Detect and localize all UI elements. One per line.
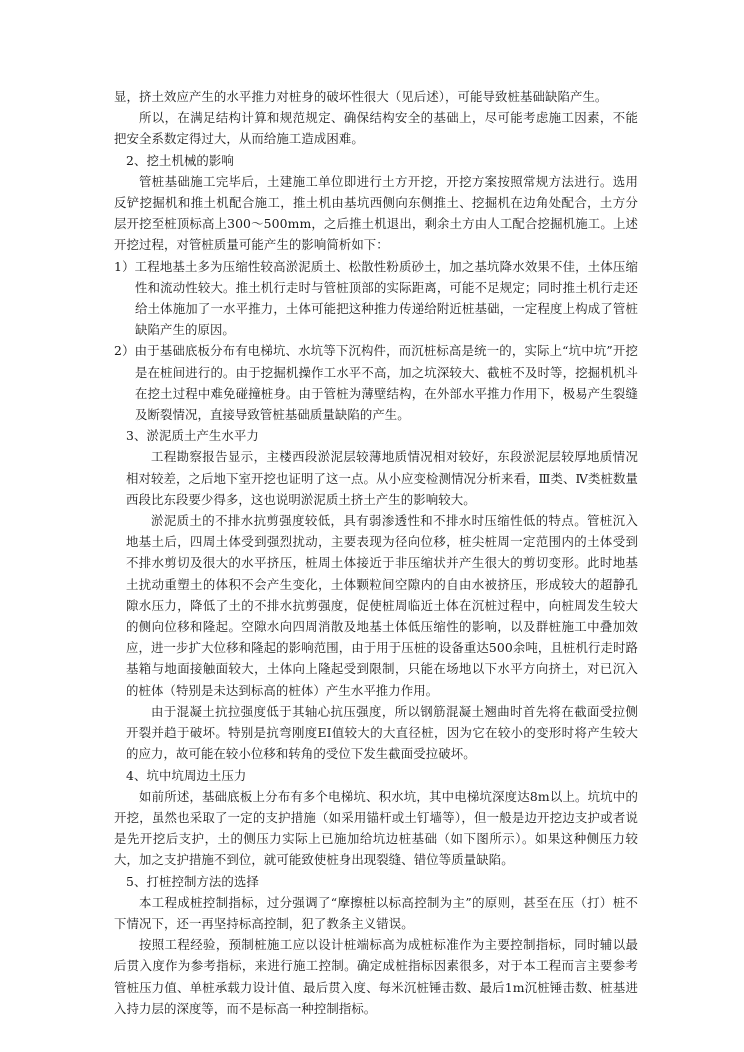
paragraph: 如前所述，基础底板上分布有多个电梯坑、积水坑，其中电梯坑深度达8m以上。坑坑中的开挖，虽然也采取了一定的支护措施（如采用锚杆或土钉墙等），但一般是边开挖边支护或者说是先开挖后支护，土的侧压力实际上已施加给坑边桩基础（如下图所示）。如果这种侧压力较大，加之支护措施不到位，就可能致使桩身出现裂缝、错位等质量缺陷。 [114,788,638,868]
section-heading: 2、挖土机械的影响 [126,152,234,168]
paragraph: 管桩基础施工完毕后，土建施工单位即进行土方开挖，开挖方案按照常规方法进行。选用反铲挖掘机和推土机配合施工，推土机由基坑西侧向东侧推土、挖掘机在边角处配合，土方分层开挖至桩顶标高上300～500mm，之后推土机退出，剩余土方由人工配合挖掘机施工。上述开挖过程，对管桩质量可能产生的影响简析如下： [114,173,638,253]
paragraph: 淤泥质土的不排水抗剪强度较低，具有弱渗透性和不排水时压缩性低的特点。管桩沉入地基土后，四周土体受到强烈扰动，主要表现为径向位移，桩尖桩周一定范围内的土体受到不排水剪切及很大的水平挤压，桩周土体接近于非压缩状并产生很大的剪切变形。此时地基土扰动重塑土的体积不会产生变化，土体颗粒间空隙内的自由水被挤压，形成较大的超静孔隙水压力，降低了土的不排水抗剪强度，促使桩周临近土体在沉桩过程中，向桩周发生较大的侧向位移和隆起。空隙水向四周消散及地基土体低压缩性的影响，以及群桩施工中叠加效应，进一步扩大位移和隆起的影响范围，由于用于压桩的设备重达500余吨，且桩机行走时路基箱与地面接触面较大，土体向上隆起受到限制，只能在场地以下水平方向挤土，对已沉入的桩体（特别是未达到标高的桩体）产生水平推力作用。 [126,513,638,698]
paragraph: 本工程成桩控制指标，过分强调了“摩擦桩以标高控制为主”的原则，甚至在压（打）桩不下情况下，还一再坚持标高控制，犯了教条主义错误。 [114,894,638,931]
document-page [114,86,638,1019]
paragraph: 所以，在满足结构计算和规范规定、确保结构安全的基础上，尽可能考虑施工因素，不能把安全系数定得过大，从而给施工造成困难。 [114,110,638,147]
section-heading: 3、淤泥质土产生水平力 [126,428,259,444]
paragraph: 工程勘察报告显示，主楼西段淤泥层较薄地质情况相对较好，东段淤泥层较厚地质情况相对较差，之后地下室开挖也证明了这一点。从小应变检测情况分析来看，Ⅲ类、Ⅳ类桩数量西段比东段要少得多，这也说明淤泥质土挤土产生的影响较大。 [126,449,638,507]
list-item: 2）由于基础底板分布有电梯坑、水坑等下沉构件，而沉桩标高是统一的，实际上“坑中坑”开挖是在桩间进行的。由于挖掘机操作工水平不高，加之坑深较大、截桩不及时等，挖掘机机斗在挖土过程中难免碰撞桩身。由于管桩为薄壁结构，在外部水平推力作用下，极易产生裂缝及断裂情况，直接导致管桩基础质量缺陷的产生。 [114,343,638,423]
list-item: 1）工程地基土多为压缩性较高淤泥质土、松散性粉质砂土，加之基坑降水效果不佳，土体压缩性和流动性较大。推土机行走时与管桩顶部的实际距离，可能不足规定；同时推土机行走还给土体施加了一水平推力，土体可能把这种推力传递给附近桩基础，一定程度上构成了管桩缺陷产生的原因。 [114,258,638,338]
section-heading: 5、打桩控制方法的选择 [126,873,259,889]
paragraph: 按照工程经验，预制桩施工应以设计桩端标高为成桩标准作为主要控制指标，同时辅以最后贯入度作为参考指标，来进行施工控制。确定成桩指标因素很多，对于本工程而言主要参考管桩压力值、单桩承载力设计值、最后贯入度、每米沉桩锤击数、最后1m沉桩锤击数、桩基进入持力层的深度等，而不是标高一种控制指标。 [114,937,638,1016]
paragraph: 显，挤土效应产生的水平推力对桩身的破坏性很大（见后述），可能导致桩基础缺陷产生。 [114,89,608,104]
paragraph: 由于混凝土抗拉强度低于其轴心抗压强度，所以钢筋混凝土翘曲时首先将在截面受拉侧开裂并趋于破坏。特别是抗弯刚度EI值较大的大直径桩，因为它在较小的变形时将产生较大的应力，故可能在较小位移和转角的受位下发生截面受拉破坏。 [126,703,638,762]
section-heading: 4、坑中坑周边土压力 [126,767,247,783]
